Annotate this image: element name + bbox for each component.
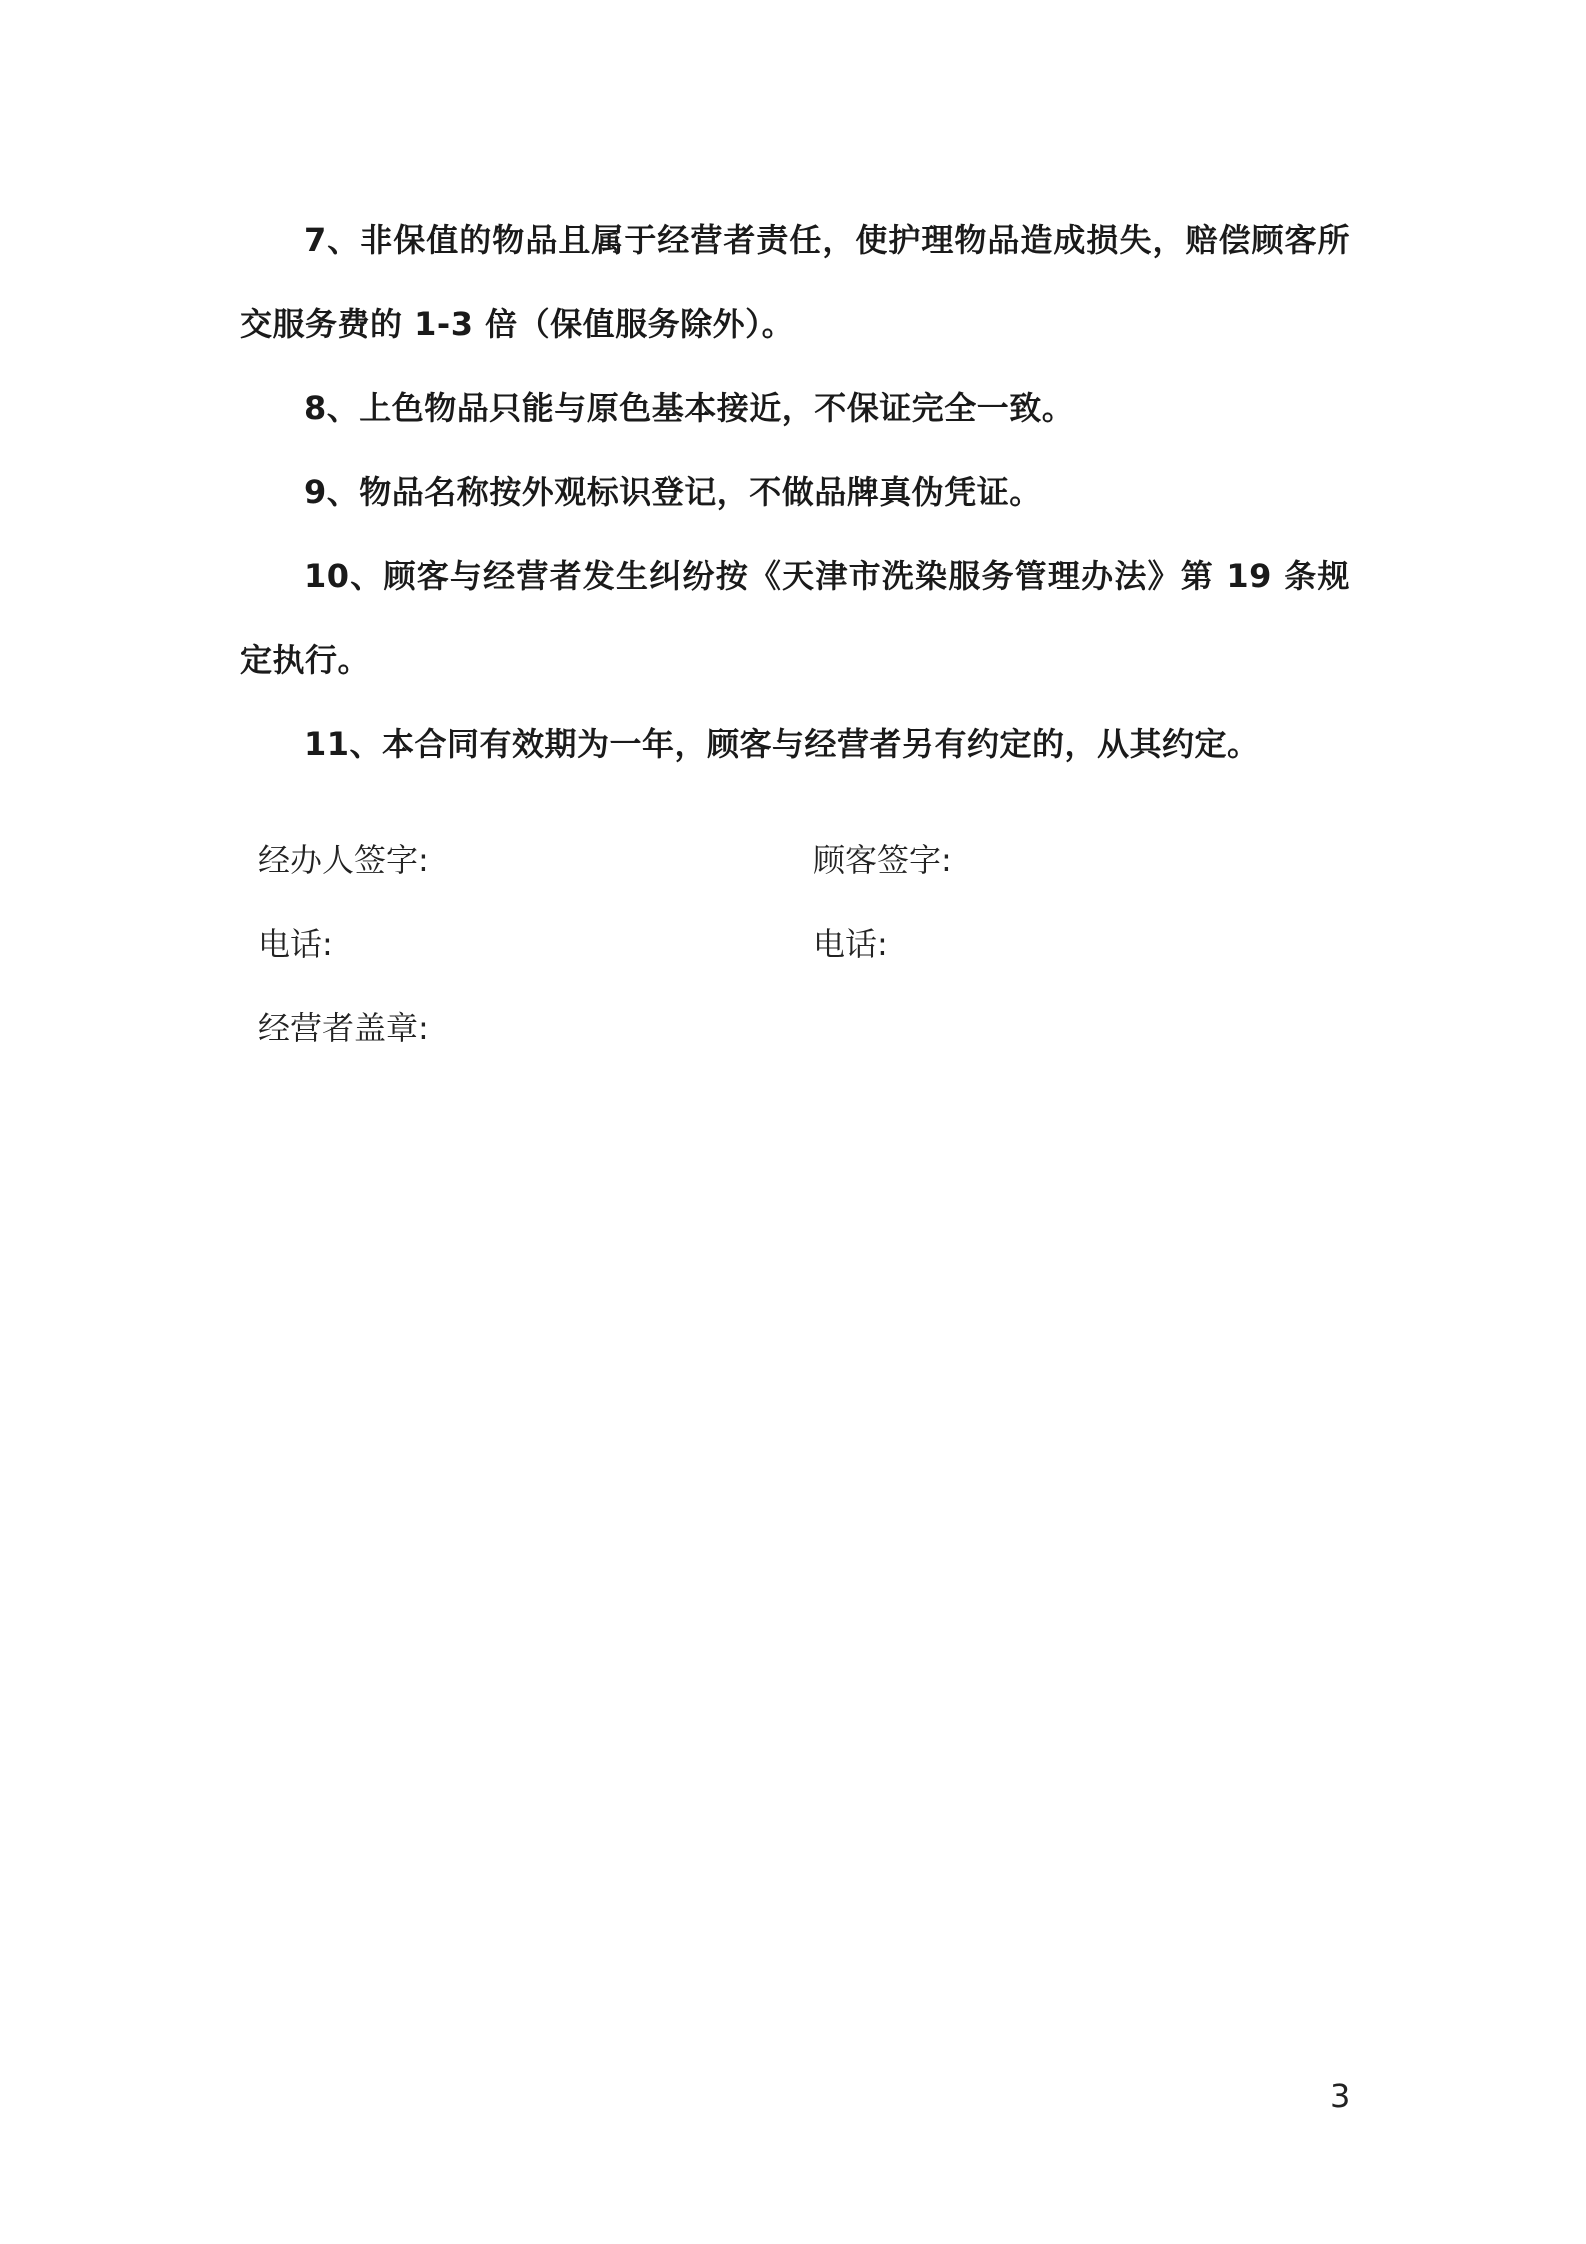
customer-phone-label: 电话: — [813, 925, 888, 963]
business-seal-label: 经营者盖章: — [258, 1009, 429, 1047]
customer-signature-label: 顾客签字: — [813, 841, 952, 879]
clause-7: 7、非保值的物品且属于经营者责任，使护理物品造成损失，赔偿顾客所交服务费的 1-3 倍（保值服务除外）。 — [240, 221, 1350, 343]
page-number: 3 — [1330, 2077, 1351, 2115]
clause-10: 10、顾客与经营者发生纠纷按《天津市洗染服务管理办法》第 19 条规定执行。 — [240, 557, 1350, 679]
clause-11: 11、本合同有效期为一年，顾客与经营者另有约定的，从其约定。 — [304, 725, 1260, 763]
agent-phone-label: 电话: — [258, 925, 333, 963]
clause-9: 9、物品名称按外观标识登记，不做品牌真伪凭证。 — [304, 473, 1042, 511]
contract-terms — [240, 198, 1350, 786]
clause-8: 8、上色物品只能与原色基本接近，不保证完全一致。 — [304, 389, 1075, 427]
agent-signature-label: 经办人签字: — [258, 841, 429, 879]
